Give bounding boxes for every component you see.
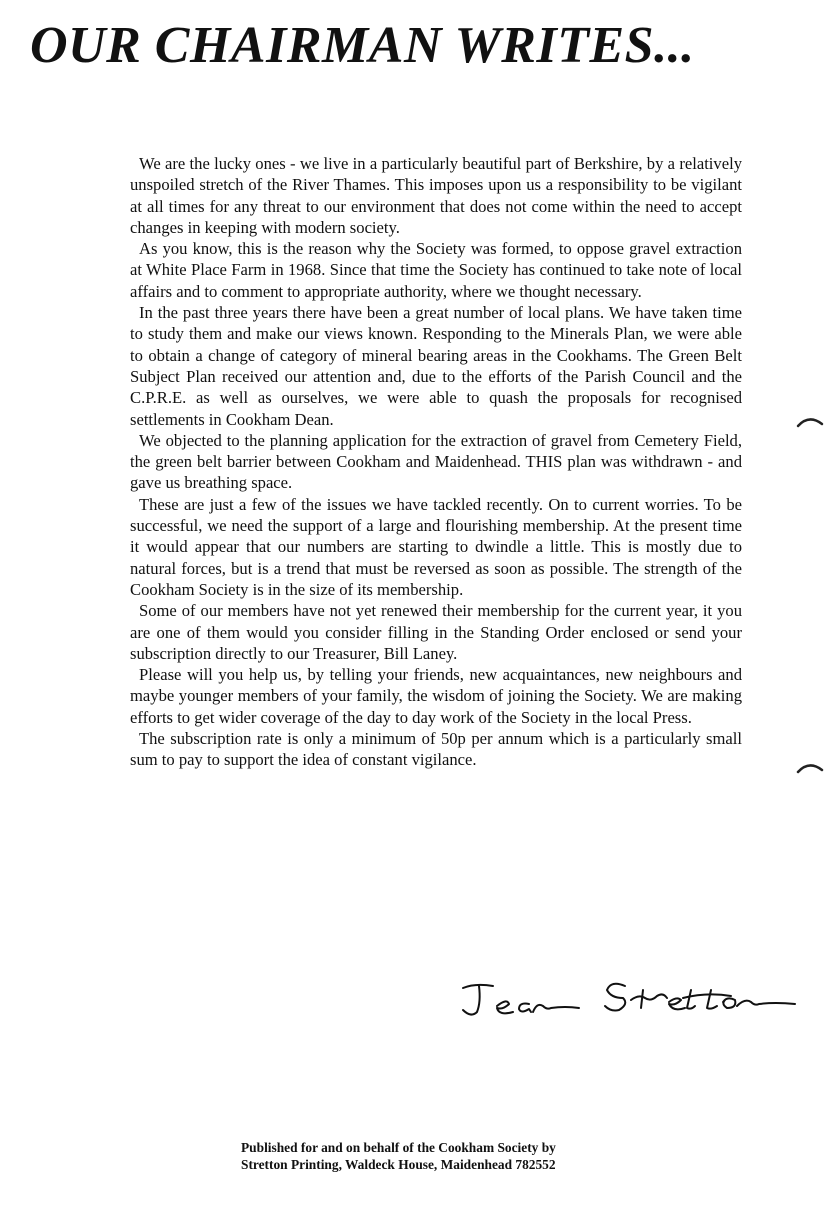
footer-line-1: Published for and on behalf of the Cookham Society by: [241, 1140, 556, 1155]
paragraph-5: These are just a few of the issues we have tackled recently. On to current worries. To be successful, we need the support of a large and flourishing membership. At the present time it would appear that our numbers are starting to dwindle a little. This is mostly due to natural forces, but is a trend that must be reversed as soon as possible. The strength of the Cookham Society is in the size of its membership.: [130, 494, 742, 599]
page-title: OUR CHAIRMAN WRITES...: [30, 17, 695, 74]
paragraph-7: Please will you help us, by telling your friends, new acquaintances, new neighbours and maybe younger members of your family, the wisdom of joining the Society. We are making efforts to get wider coverage of the day to day work of the Society in the local Press.: [130, 665, 742, 727]
paragraph-2: As you know, this is the reason why the Society was formed, to oppose gravel extraction at White Place Farm in 1968. Since that time the Society has continued to take note of local affairs and to comment to appropriate authority, where we thought necessary.: [130, 239, 742, 301]
paragraph-1: We are the lucky ones - we live in a particularly beautiful part of Berkshire, by a relatively unspoiled stretch of the River Thames. This imposes upon us a responsibility to be vigilant at all times for any threat to our environment that does not come within the need to accept changes in keeping with modern society.: [130, 154, 742, 237]
scan-mark-icon: [795, 412, 825, 432]
scan-mark-icon: [795, 758, 825, 778]
paragraph-4: We objected to the planning application for the extraction of gravel from Cemetery Field, the green belt barrier between Cookham and Maidenhead. THIS plan was withdrawn - and gave us breathing space.: [130, 430, 742, 493]
publisher-footer: [241, 1139, 556, 1173]
article-body: [130, 153, 742, 771]
footer-line-2: Stretton Printing, Waldeck House, Maidenhead 782552: [241, 1157, 556, 1172]
paragraph-6: Some of our members have not yet renewed their membership for the current year, it you are one of them would you consider filling in the Standing Order enclosed or send your subscription directly to our Treasurer, Bill Laney.: [130, 601, 742, 663]
paragraph-3: In the past three years there have been a great number of local plans. We have taken time to study them and make our views known. Responding to the Minerals Plan, we were able to obtain a change of category of mineral bearing areas in the Cookhams. The Green Belt Subject Plan received our attention and, due to the efforts of the Parish Council and the C.P.R.E. as well as ourselves, we were able to quash the proposals for recognised settlements in Cookham Dean.: [130, 303, 742, 429]
handwritten-signature: [455, 968, 815, 1028]
paragraph-8: The subscription rate is only a minimum of 50p per annum which is a particularly small sum to pay to support the idea of constant vigilance.: [130, 729, 742, 770]
